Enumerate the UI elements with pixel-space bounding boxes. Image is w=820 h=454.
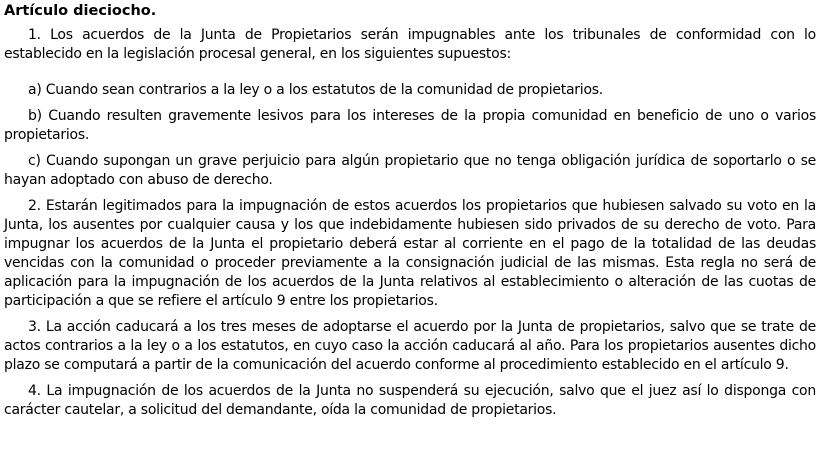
paragraph-1b: b) Cuando resulten gravemente lesivos para los intereses de la propia comunidad en beneficio de uno o varios propietarios. xyxy=(4,108,816,143)
paragraph-1c: c) Cuando supongan un grave perjuicio para algún propietario que no tenga obligación jurídica de soportarlo o se hayan adoptado con abuso de derecho. xyxy=(4,153,816,188)
paragraph-2: 2. Estarán legitimados para la impugnación de estos acuerdos los propietarios que hubiesen salvado su voto en la Junta, los ausentes por cualquier causa y los que indebidamente hubiesen sido privados de su derecho de voto. Para impugnar los acuerdos de la Junta el propietario deberá estar al corriente en el pago de la totalidad de las deudas vencidas con la comunidad o proceder previamente a la consignación judicial de las mismas. Esta regla no será de aplicación para la impugnación de los acuerdos de la Junta relativos al establecimiento o alteración de las cuotas de participación a que se refiere el artículo 9 entre los propietarios. xyxy=(4,198,816,309)
paragraph-4: 4. La impugnación de los acuerdos de la Junta no suspenderá su ejecución, salvo que el juez así lo disponga con carácter cautelar, a solicitud del demandante, oída la comunidad de propietarios. xyxy=(4,383,816,418)
paragraph-3: 3. La acción caducará a los tres meses de adoptarse el acuerdo por la Junta de propietarios, salvo que se trate de actos contrarios a la ley o a los estatutos, en cuyo caso la acción caducará al año. Para los propietarios ausentes dicho plazo se computará a partir de la comunicación del acuerdo conforme al procedimiento establecido en el artículo 9. xyxy=(4,319,816,373)
paragraph-1: 1. Los acuerdos de la Junta de Propietarios serán impugnables ante los tribunales de conformidad con lo establecido en la legislación procesal general, en los siguientes supuestos: xyxy=(4,27,816,62)
paragraph-1a: a) Cuando sean contrarios a la ley o a los estatutos de la comunidad de propietarios. xyxy=(28,82,604,98)
article-title: Artículo dieciocho. xyxy=(4,3,157,19)
